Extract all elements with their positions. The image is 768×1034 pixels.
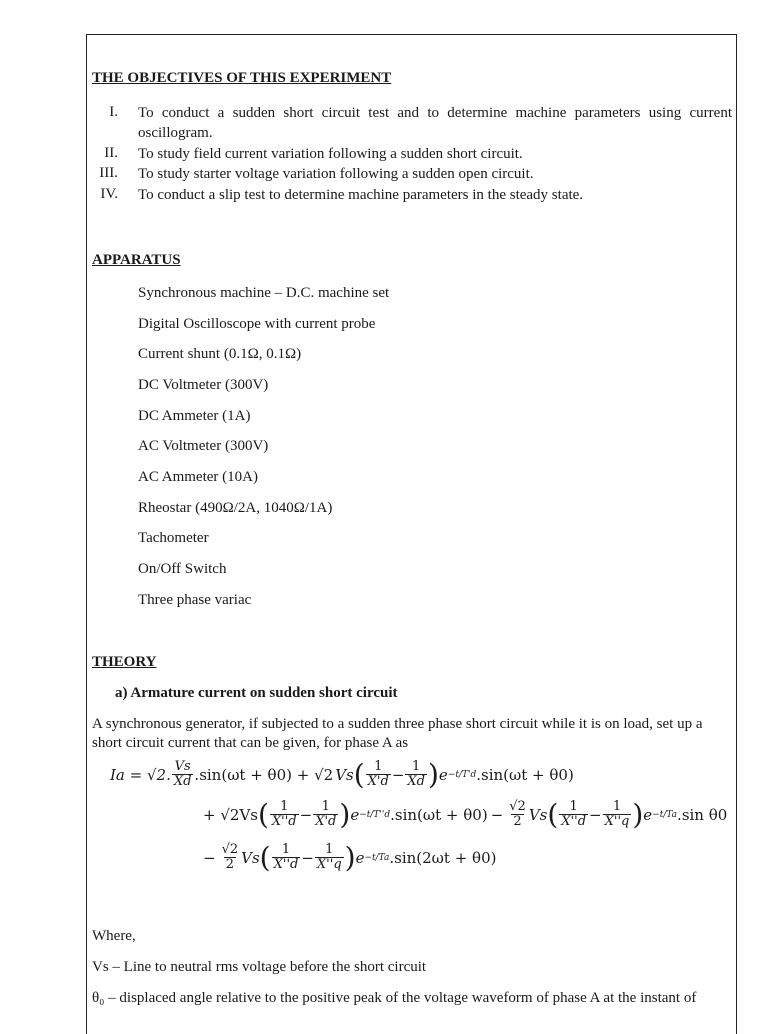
- apparatus-item: On/Off Switch: [138, 561, 227, 577]
- apparatus-heading: APPARATUS: [92, 252, 181, 268]
- equation-line-3: − $\frac{√2}{2}$ Vs ( $\frac{1}{X''d}$ − $\frac{1}{X''q}$ ) e −t/Ta .sin(2ωt + θ0): [203, 840, 497, 874]
- eq-lhs: Ia = √2.: [110, 765, 171, 784]
- apparatus-item: Tachometer: [138, 530, 209, 546]
- apparatus-item: Current shunt (0.1Ω, 0.1Ω): [138, 346, 302, 362]
- fraction: $\frac{Vs}{Xd}$: [173, 759, 192, 789]
- objective-text: To conduct a slip test to determine machine parameters in the steady state.: [138, 187, 584, 203]
- apparatus-item: AC Ammeter (10A): [138, 469, 258, 485]
- apparatus-item: Rheostar (490Ω/2A, 1040Ω/1A): [138, 500, 333, 516]
- apparatus-item: DC Ammeter (1A): [138, 408, 251, 424]
- objective-text: To study field current variation following a sudden short circuit.: [138, 146, 523, 162]
- apparatus-item: Digital Oscilloscope with current probe: [138, 316, 376, 332]
- apparatus-item: Three phase variac: [138, 592, 252, 608]
- objective-number: II.: [104, 145, 118, 161]
- definition-vs: Vs – Line to neutral rms voltage before the short circuit: [92, 959, 427, 975]
- objective-number: IV.: [100, 186, 118, 202]
- theory-heading: THEORY: [92, 654, 157, 670]
- apparatus-item: Synchronous machine – D.C. machine set: [138, 285, 390, 301]
- objective-number: III.: [99, 165, 118, 181]
- objective-text: To study starter voltage variation following a sudden open circuit.: [138, 166, 534, 182]
- eq-term: .sin(ωt + θ0) + √2: [194, 765, 334, 784]
- theory-intro: A synchronous generator, if subjected to a sudden three phase short circuit while it is on load, set up a short circuit current that can be given, for phase A as: [92, 716, 703, 751]
- equation-line-1: Ia = √2. $\frac{Vs}{Xd}$ .sin(ωt + θ0) + √2 Vs ( $\frac{1}{X'd}$ − $\frac{1}{Xd}$ ) e −t/T'd .sin(ωt + θ0): [110, 757, 574, 791]
- objectives-heading: THE OBJECTIVES OF THIS EXPERIMENT: [92, 70, 392, 86]
- theory-subheading: a) Armature current on sudden short circuit: [115, 685, 398, 701]
- equation-line-2: + √2Vs ( $\frac{1}{X''d}$ − $\frac{1}{X'd}$ ) e −t/T''d .sin(ωt + θ0) − $\frac{√2}{2}$ Vs ( $\frac{1}{X''d}$ − $\frac{1}{X''q}$ ) e −t/Ta .sin θ0: [203, 797, 728, 831]
- apparatus-item: DC Voltmeter (300V): [138, 377, 269, 393]
- where-label: Where,: [92, 928, 136, 944]
- objective-number: I.: [109, 104, 118, 120]
- objective-text: To conduct a sudden short circuit test and to determine machine parameters using current oscillogram.: [138, 105, 732, 141]
- definition-theta0: θ₀ – displaced angle relative to the positive peak of the voltage waveform of phase A at the instant of: [92, 990, 697, 1006]
- apparatus-item: AC Voltmeter (300V): [138, 438, 269, 454]
